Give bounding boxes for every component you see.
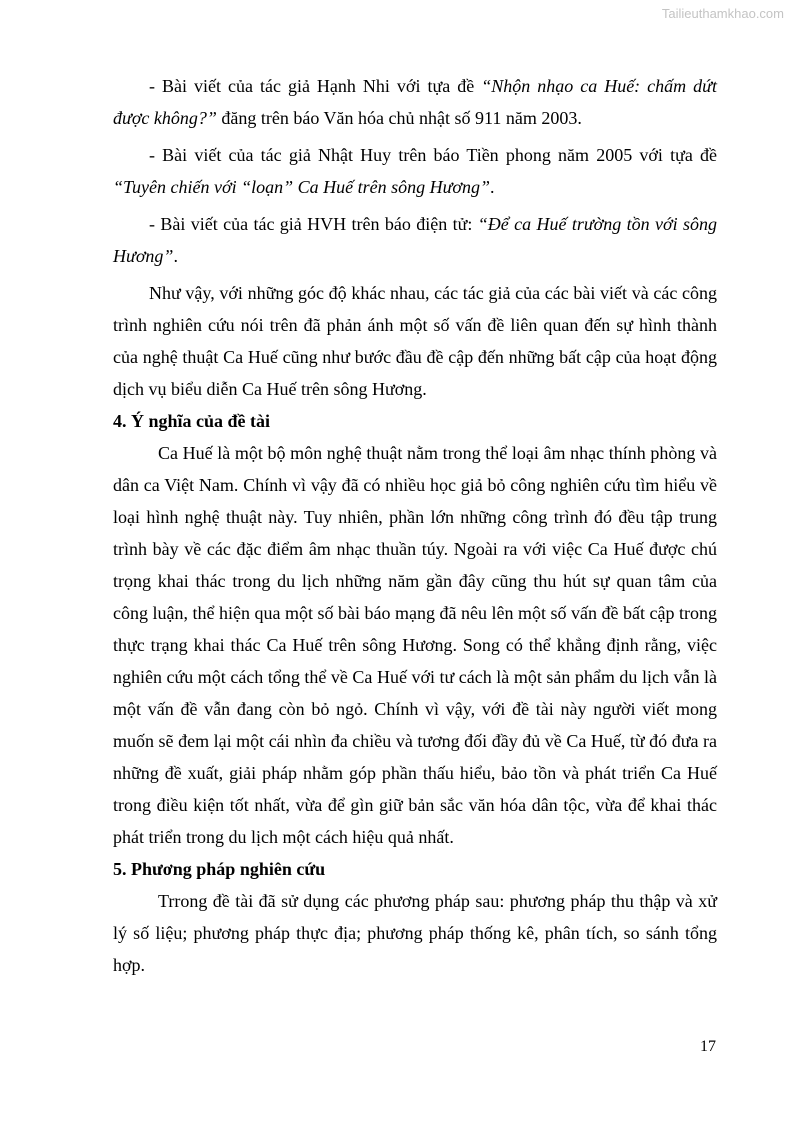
- page-number: 17: [700, 1038, 716, 1055]
- reference-item-2: [113, 139, 717, 203]
- reference-item-3-prefix: - Bài viết của tác giả HVH trên báo điện tử:: [149, 214, 478, 234]
- reference-item-3-suffix: .: [173, 246, 178, 266]
- section-4-body: Ca Huế là một bộ môn nghệ thuật nằm trong thể loại âm nhạc thính phòng và dân ca Việt Nam. Chính vì vậy đã có nhiều học giả bỏ công nghiên cứu tìm hiểu về loại hình nghệ thuật này. Tuy nhiên, phần lớn những công trình đó đều tập trung trình bày về các đặc điểm âm nhạc thuần túy. Ngoài ra với việc Ca Huế được chú trọng khai thác trong du lịch những năm gần đây cũng thu hút sự quan tâm của công luận, thể hiện qua một số bài báo mạng đã nêu lên một số vấn đề bất cập trong thực trạng khai thác Ca Huế trên sông Hương. Song có thể khẳng định rằng, việc nghiên cứu một cách tổng thể về Ca Huế với tư cách là một sản phẩm du lịch vẫn là một vấn đề vẫn đang còn bỏ ngỏ. Chính vì vậy, với đề tài này người viết mong muốn sẽ đem lại một cái nhìn đa chiều và tương đối đầy đủ về Ca Huế, từ đó đưa ra những đề xuất, giải pháp nhằm góp phần thấu hiểu, bảo tồn và phát triển Ca Huế trong điều kiện tốt nhất, vừa để gìn giữ bản sắc văn hóa dân tộc, vừa để khai thác phát triển trong du lịch một cách hiệu quả nhất.: [113, 443, 717, 847]
- section-5-body: Trrong đề tài đã sử dụng các phương pháp sau: phương pháp thu thập và xử lý số liệu; phương pháp thực địa; phương pháp thống kê, phân tích, so sánh tổng hợp.: [113, 891, 717, 975]
- reference-item-1: [113, 70, 717, 134]
- section-5-heading: 5. Phương pháp nghiên cứu: [113, 859, 326, 879]
- reference-item-2-prefix: - Bài viết của tác giả Nhật Huy trên báo Tiền phong năm 2005 với tựa đề: [149, 145, 717, 165]
- reference-item-3-title: “Để ca Huế trường tồn với sông Hương”: [113, 214, 717, 266]
- section-4-heading: 4. Ý nghĩa của đề tài: [113, 411, 271, 431]
- reference-item-1-prefix: - Bài viết của tác giả Hạnh Nhi với tựa đề: [149, 76, 482, 96]
- watermark: Tailieuthamkhao.com: [661, 6, 784, 21]
- reference-item-1-suffix: đăng trên báo Văn hóa chủ nhật số 911 năm 2003.: [216, 108, 582, 128]
- reference-item-2-suffix: .: [490, 177, 495, 197]
- reference-item-1-title: “Nhộn nhạo ca Huế: chấm dứt được không?”: [113, 76, 717, 128]
- reference-item-2-title: “Tuyên chiến với “loạn” Ca Huế trên sông Hương”: [113, 177, 491, 197]
- document-page: [113, 70, 717, 981]
- summary-paragraph: Như vậy, với những góc độ khác nhau, các tác giả của các bài viết và các công trình nghiên cứu nói trên đã phản ánh một số vấn đề liên quan đến sự hình thành của nghệ thuật Ca Huế cũng như bước đầu đề cập đến những bất cập của hoạt động dịch vụ biểu diễn Ca Huế trên sông Hương.: [113, 283, 717, 399]
- reference-item-3: [113, 208, 717, 272]
